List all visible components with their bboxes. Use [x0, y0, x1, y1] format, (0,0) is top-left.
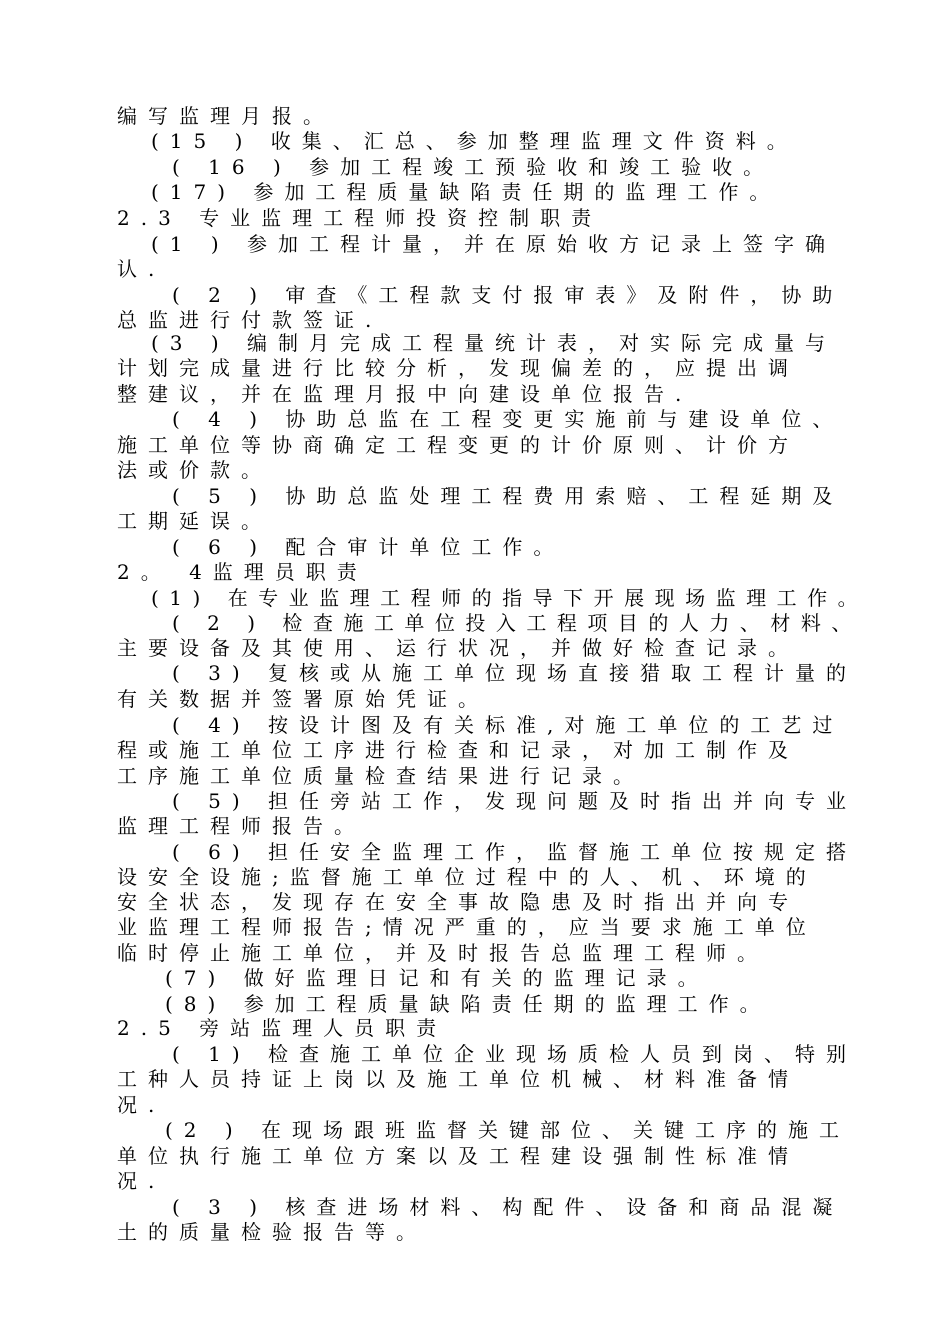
text-line: 土的质量检验报告等。 — [117, 1220, 427, 1244]
text-line: 工期延误。 — [117, 509, 272, 533]
section-heading: 2.3 专业监理工程师投资控制职责 — [117, 206, 603, 230]
text-line: (17) 参加工程质量缺陷责任期的监理工作。 — [151, 180, 781, 204]
text-line: 编写监理月报。 — [117, 104, 334, 128]
text-line: ( 16 ) 参加工程竣工预验收和竣工验收。 — [172, 155, 775, 179]
text-line: 设安全设施;监督施工单位过程中的人、机、环境的 — [117, 865, 817, 889]
text-line: ( 6 ) 配合审计单位工作。 — [172, 535, 565, 559]
text-line: 施工单位等协商确定工程变更的计价原则、计价方 — [117, 433, 799, 457]
text-line: ( 5 ) 协助总监处理工程费用索赔、工程延期及 — [172, 484, 844, 508]
text-line: 认. — [117, 257, 166, 281]
text-line: ( 5) 担任旁站工作，发现问题及时指出并向专业 — [172, 789, 858, 813]
text-line: (8) 参加工程质量缺陷责任期的监理工作。 — [165, 992, 771, 1016]
text-line: ( 2 ) 检查施工单位投入工程项目的人力、材料、 — [172, 611, 862, 635]
text-line: ( 6) 担任安全监理工作，监督施工单位按规定搭 — [172, 840, 858, 864]
text-line: (3 ) 编制月完成工程量统计表，对实际完成量与 — [151, 331, 837, 355]
text-line: ( 1) 检查施工单位企业现场质检人员到岗、特别 — [172, 1042, 858, 1066]
text-line: (7) 做好监理日记和有关的监理记录。 — [165, 966, 709, 990]
text-line: 安全状态，发现存在安全事故隐患及时指出并向专 — [117, 890, 799, 914]
text-line: 临时停止施工单位，并及时报告总监理工程师。 — [117, 941, 768, 965]
text-line: ( 4) 按设计图及有关标准,对施工单位的工艺过 — [172, 713, 844, 737]
text-line: 单位执行施工单位方案以及工程建设强制性标准情 — [117, 1144, 799, 1168]
section-heading: 2。 4监理员职责 — [117, 560, 368, 584]
text-line: 整建议，并在监理月报中向建设单位报告. — [117, 382, 693, 406]
text-line: 总监进行付款签证. — [117, 308, 383, 332]
text-line: (1) 在专业监理工程师的指导下开展现场监理工作。 — [151, 586, 869, 610]
text-line: 主要设备及其使用、运行状况，并做好检查记录。 — [117, 636, 799, 660]
section-heading: 2.5 旁站监理人员职责 — [117, 1016, 448, 1040]
text-line: 计划完成量进行比较分析，发现偏差的，应提出调 — [117, 356, 799, 380]
text-line: (2 ) 在现场跟班监督关键部位、关键工序的施工 — [165, 1118, 851, 1142]
text-line: 业监理工程师报告;情况严重的，应当要求施工单位 — [117, 915, 817, 939]
text-line: 有关数据并签署原始凭证。 — [117, 687, 489, 711]
text-line: ( 2 ) 审查《工程款支付报审表》及附件，协助 — [172, 283, 844, 307]
text-line: 程或施工单位工序进行检查和记录，对加工制作及 — [117, 738, 799, 762]
text-line: ( 3 ) 核查进场材料、构配件、设备和商品混凝 — [172, 1195, 844, 1219]
text-line: 工种人员持证上岗以及施工单位机械、材料准备情 — [117, 1067, 799, 1091]
text-line: ( 3) 复核或从施工单位现场直接猎取工程计量的 — [172, 661, 858, 685]
text-line: 监理工程师报告。 — [117, 814, 365, 838]
text-line: 况. — [117, 1093, 166, 1117]
text-line: (1 ) 参加工程计量，并在原始收方记录上签字确 — [151, 232, 837, 256]
text-line: ( 4 ) 协助总监在工程变更实施前与建设单位、 — [172, 407, 844, 431]
text-line: 工序施工单位质量检查结果进行记录。 — [117, 764, 644, 788]
text-line: 法或价款。 — [117, 458, 272, 482]
text-line: (15 ) 收集、汇总、参加整理监理文件资料。 — [151, 129, 798, 153]
text-line: 况. — [117, 1169, 166, 1193]
